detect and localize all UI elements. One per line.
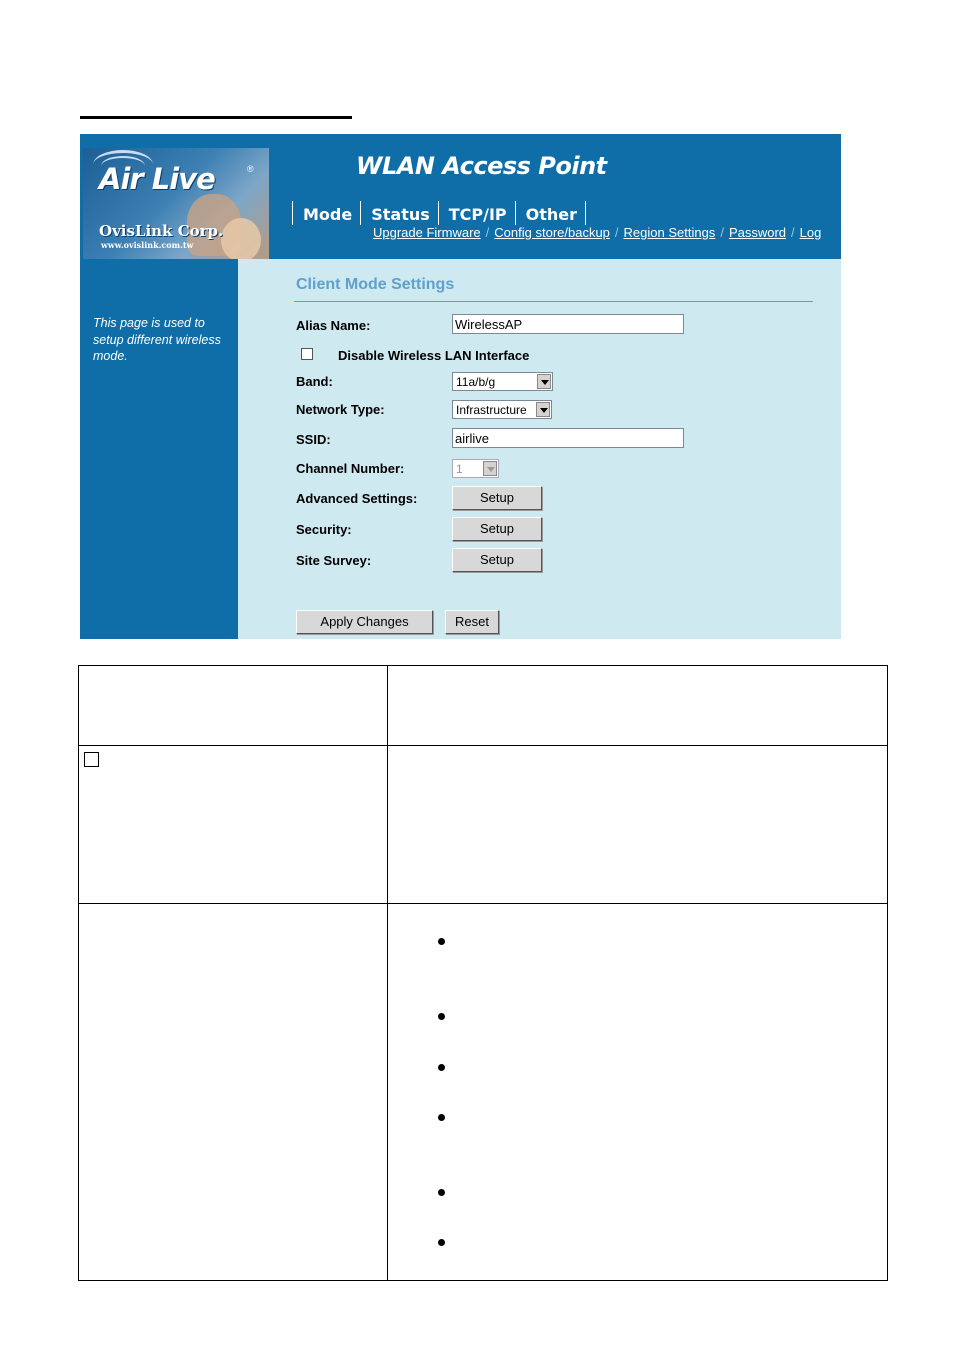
link-region-settings[interactable]: Region Settings [623,225,716,240]
sidebar [80,259,238,639]
title-divider [294,301,813,302]
ssid-label: SSID: [296,432,331,447]
sub-navigation [373,225,821,240]
logo-url: www.ovislink.com.tw [101,240,194,250]
link-log[interactable]: Log [799,225,822,240]
checkbox-icon [84,752,99,767]
bullet-icon [438,1239,445,1246]
tab-tcpip[interactable]: TCP/IP [438,201,515,225]
channel-number-label: Channel Number: [296,461,405,476]
bullet-icon [438,938,445,945]
link-config-store-backup[interactable]: Config store/backup [494,225,610,240]
tab-mode[interactable]: Mode [292,201,360,225]
site-survey-label: Site Survey: [296,553,372,568]
header-banner [80,134,841,259]
link-password[interactable]: Password [728,225,787,240]
chevron-down-icon [483,461,497,476]
advanced-settings-label: Advanced Settings: [296,491,418,506]
sidebar-description: This page is used to setup different wireless mode. [93,316,221,363]
security-setup-button[interactable]: Setup [452,517,542,541]
app-title: WLAN Access Point [356,152,607,180]
bullet-icon [438,1189,445,1196]
table-row-divider [79,745,887,746]
logo-registered-mark: ® [247,164,254,174]
link-separator: / [614,225,619,240]
photo-figure [221,218,261,259]
chevron-down-icon [537,374,551,389]
advanced-setup-button[interactable]: Setup [452,486,542,510]
bullet-icon [438,1064,445,1071]
security-label: Security: [296,522,352,537]
bullet-icon [438,1013,445,1020]
main-tabs [292,201,586,225]
channel-number-select-value: 1 [456,462,463,476]
network-type-select[interactable] [452,400,552,419]
chevron-down-icon [536,402,550,417]
network-type-select-value: Infrastructure [456,403,527,417]
table-column-divider [387,666,388,1280]
logo-company: OvisLink Corp. [99,222,224,240]
band-label: Band: [296,374,333,389]
link-separator: / [720,225,724,240]
link-separator: / [485,225,490,240]
tab-status[interactable]: Status [360,201,438,225]
apply-changes-button[interactable]: Apply Changes [296,610,433,634]
logo-brand: Air Live [99,162,215,196]
band-select-value: 11a/b/g [456,375,496,389]
ssid-input[interactable]: airlive [452,428,684,448]
link-separator: / [791,225,795,240]
disable-wlan-checkbox[interactable] [301,348,313,360]
alias-name-label: Alias Name: [296,318,371,333]
disable-wlan-label: Disable Wireless LAN Interface [338,348,530,363]
link-upgrade-firmware[interactable]: Upgrade Firmware [373,225,481,240]
bullet-icon [438,1114,445,1121]
site-survey-setup-button[interactable]: Setup [452,548,542,572]
description-table [78,665,888,1281]
reset-button[interactable]: Reset [445,610,499,634]
airlive-logo [83,148,269,259]
channel-number-select[interactable] [452,459,499,478]
page-title: Client Mode Settings [296,276,455,293]
band-select[interactable] [452,372,553,391]
table-row-divider [79,903,887,904]
heading-underline [80,116,352,119]
alias-name-input[interactable]: WirelessAP [452,314,684,334]
tab-other[interactable]: Other [515,201,586,225]
router-screenshot [80,134,841,639]
network-type-label: Network Type: [296,402,385,417]
